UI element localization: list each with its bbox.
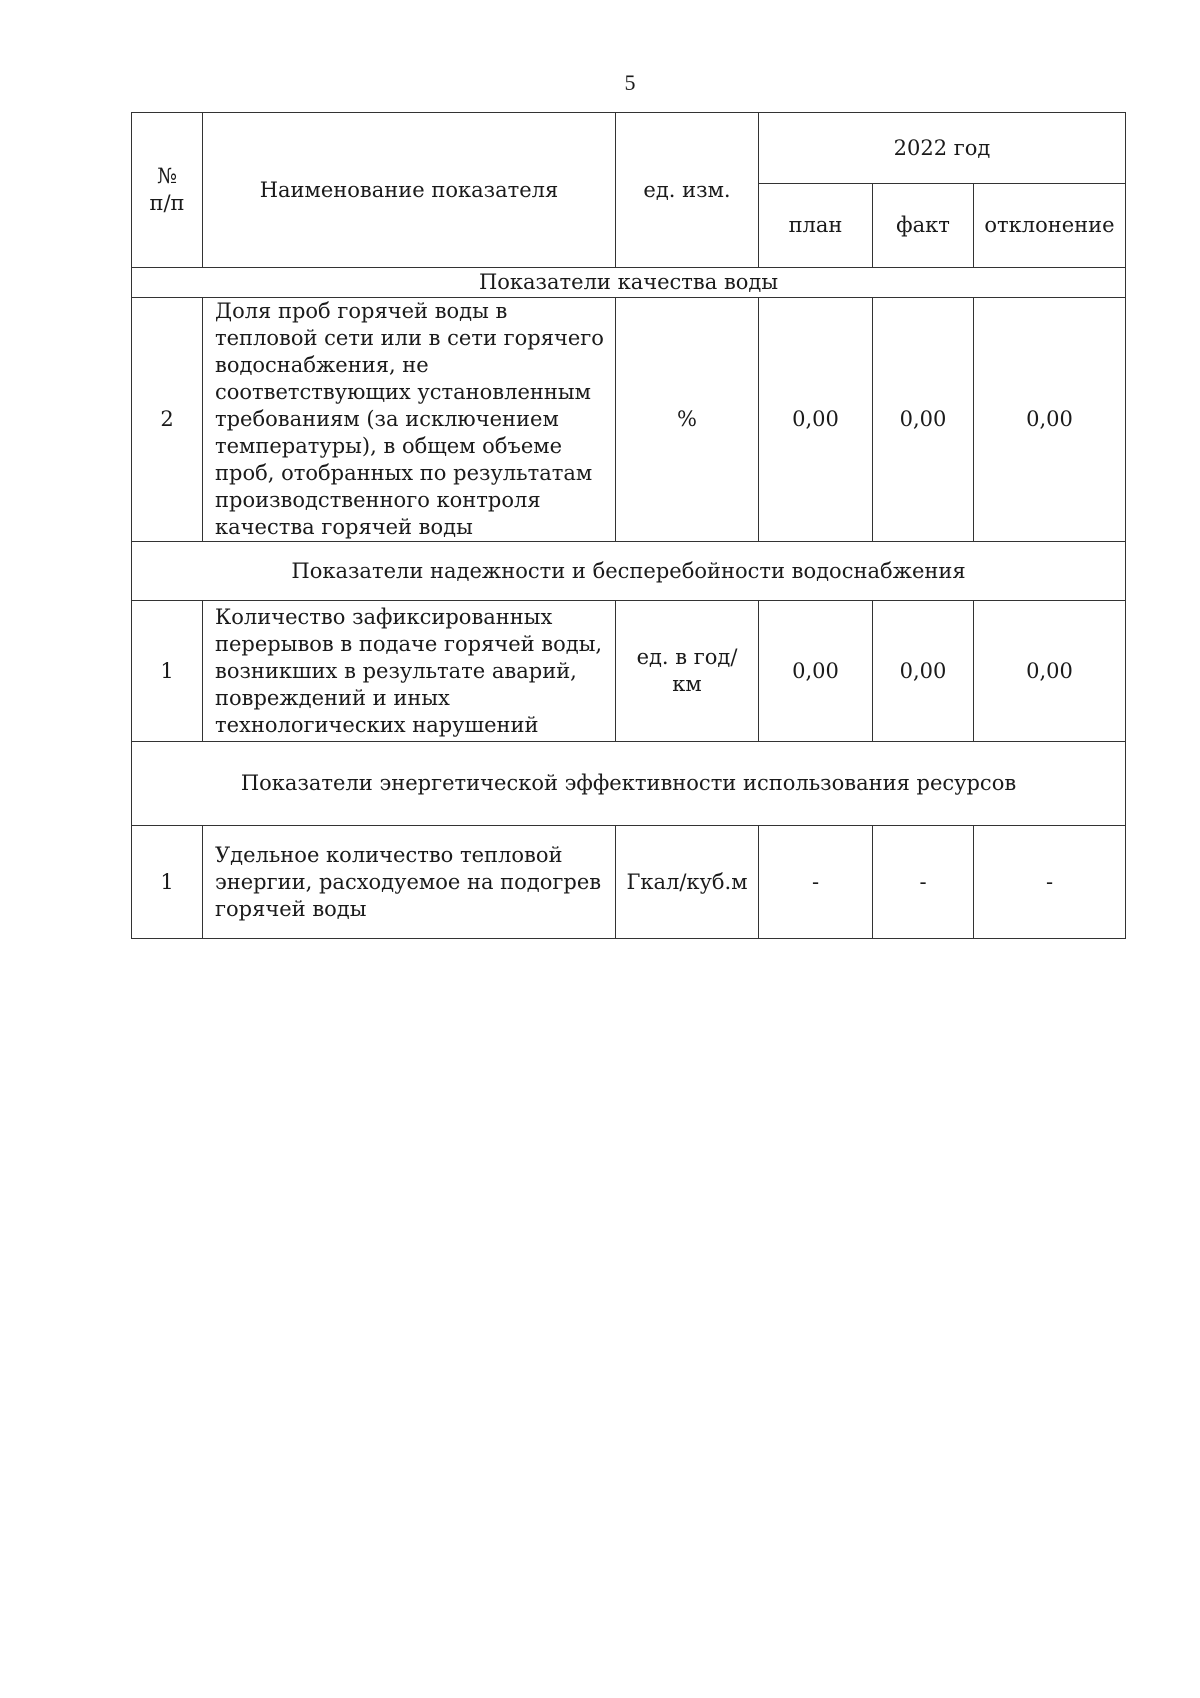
row-deviation: - — [974, 826, 1126, 939]
section-row — [132, 542, 1126, 601]
section-title-reliability: Показатели надежности и бесперебойности водоснабжения — [132, 542, 1126, 601]
header-year-label: 2022 год — [893, 135, 991, 160]
header-fact-label: факт — [896, 213, 950, 237]
header-name-label: Наименование показателя — [259, 177, 559, 202]
section-row — [132, 742, 1126, 826]
row-plan: - — [759, 826, 873, 939]
header-year — [759, 113, 1126, 184]
row-num: 1 — [132, 826, 203, 939]
row-num: 1 — [132, 601, 203, 742]
section-title-water-quality: Показатели качества воды — [132, 268, 1126, 298]
header-fact — [873, 184, 974, 268]
header-plan-label: план — [788, 213, 843, 237]
row-name: Количество зафиксированных перерывов в подаче горячей воды, возникших в результате аварий, повреждений и иных технологических нарушений — [203, 601, 616, 742]
row-name: Удельное количество тепловой энергии, расходуемое на подогрев горячей воды — [203, 826, 616, 939]
table-row — [132, 826, 1126, 939]
header-name — [203, 113, 616, 268]
row-plan: 0,00 — [759, 298, 873, 542]
header-unit — [616, 113, 759, 268]
header-deviation — [974, 184, 1126, 268]
page-number: 5 — [624, 70, 636, 95]
section-row — [132, 268, 1126, 298]
indicators-table — [131, 112, 1126, 939]
header-row-top — [132, 113, 1126, 184]
row-num: 2 — [132, 298, 203, 542]
section-title-energy-efficiency: Показатели энергетической эффективности использования ресурсов — [132, 742, 1126, 826]
header-num — [132, 113, 203, 268]
row-deviation: 0,00 — [974, 298, 1126, 542]
row-fact: 0,00 — [873, 298, 974, 542]
header-plan — [759, 184, 873, 268]
row-plan: 0,00 — [759, 601, 873, 742]
table-row — [132, 298, 1126, 542]
header-unit-label: ед. изм. — [643, 177, 731, 202]
row-unit: % — [616, 298, 759, 542]
row-deviation: 0,00 — [974, 601, 1126, 742]
row-fact: 0,00 — [873, 601, 974, 742]
header-deviation-label: отклонение — [984, 213, 1115, 237]
header-num-label: № п/п — [149, 164, 185, 215]
row-name: Доля проб горячей воды в тепловой сети или в сети горячего водоснабжения, не соответствующих установленным требованиям (за исключением температуры), в общем объеме проб, отобранных по результатам производственного контроля качества горячей воды — [203, 298, 616, 542]
table-row — [132, 601, 1126, 742]
row-unit: ед. в год/ км — [616, 601, 759, 742]
row-fact: - — [873, 826, 974, 939]
row-unit: Гкал/куб.м — [616, 826, 759, 939]
